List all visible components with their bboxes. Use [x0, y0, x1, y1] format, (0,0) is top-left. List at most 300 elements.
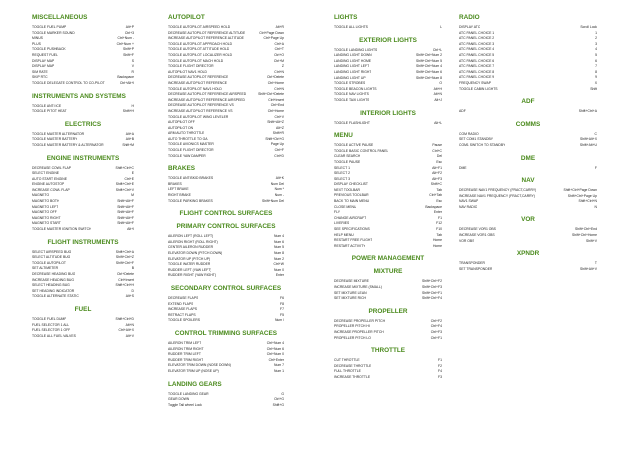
key-binding: Shift+Alt+F	[117, 199, 134, 204]
action-label: CUT THROTTLE	[334, 358, 360, 363]
action-label: INCREASE NAV1 FREQUENCY (FRACT,CARRY)	[459, 193, 535, 198]
action-label: SET COM1 STANDBY	[459, 137, 493, 142]
action-label: ATC PANEL CHOICE 6	[459, 58, 495, 63]
key-binding: Page Up	[270, 142, 284, 147]
key-binding: Ctrl+Page Up	[263, 36, 284, 41]
action-label: EXTEND FLAPS	[168, 301, 194, 306]
key-binding: F1	[438, 215, 442, 220]
section-title: EXTERIOR LIGHTS	[359, 36, 417, 44]
key-binding: Alt+N	[125, 322, 134, 327]
action-label: ELEVATOR DOWN (PITCH DOWN)	[168, 251, 223, 255]
key-binding: Ctrl+G	[274, 397, 284, 402]
key-binding: 5	[595, 52, 597, 57]
section-title: SECONDARY CONTROL SURFACES	[170, 284, 282, 292]
section-title: POWER MANAGEMENT	[351, 255, 425, 263]
key-binding: 9	[595, 75, 597, 80]
key-binding: Home	[432, 243, 442, 248]
shortcut-row	[32, 227, 134, 233]
key-binding: Ctrl+F	[274, 148, 284, 153]
action-label: LANDING LIGHT UP	[334, 75, 366, 80]
key-binding: 6	[595, 58, 597, 63]
key-binding: Shift+G	[272, 402, 284, 407]
action-label: DECREASE COWL FLAP	[32, 165, 72, 170]
action-label: CENTER AILERON RUDDER	[168, 245, 214, 250]
action-label: AILERON RIGHT (ROLL RIGHT)	[168, 239, 218, 244]
key-binding: Alt+F3	[432, 176, 442, 181]
key-binding: Shift+Ctrl+F3	[422, 285, 442, 289]
action-label: TOGGLE ANTI ICE	[32, 103, 62, 108]
key-binding: Pause	[432, 143, 442, 148]
action-label: TRANSPONDER	[459, 261, 485, 266]
key-binding: Alt+K	[275, 176, 284, 181]
key-binding: Shift+Ctrl+F	[115, 260, 134, 265]
action-label: TOGGLE WATER RUDDER	[168, 262, 211, 267]
action-label: FLY	[334, 210, 340, 215]
action-label: DISPLAY MAP	[32, 64, 55, 69]
key-binding: Num /	[274, 318, 284, 323]
action-label: MAGNETO START	[32, 221, 61, 226]
key-binding: Shift+Alt+Z	[267, 120, 284, 125]
action-label: INCREASE AUTOPILOT REFERENCE AIRSPEED	[168, 97, 245, 102]
shortcut-row	[334, 25, 442, 31]
action-label: SELECT ENGINE	[32, 171, 60, 176]
action-label: TOGGLE AUTOPILOT	[32, 260, 66, 265]
action-label: SELECT HEADING BUG	[32, 283, 70, 288]
action-label: LANDING LIGHT RIGHT	[334, 69, 372, 74]
key-binding: Shift+Ctrl+N	[578, 199, 597, 204]
key-binding: Num 0	[274, 267, 284, 272]
key-binding: Esc	[436, 199, 442, 204]
key-binding: B	[131, 266, 134, 271]
key-binding: Num 4	[274, 234, 284, 239]
key-binding: Num -	[274, 193, 284, 198]
action-label: NAV RADIO	[459, 204, 478, 209]
key-binding: Num 5	[274, 245, 284, 250]
action-label: ARM AUTO THROTTLE	[168, 131, 205, 136]
section-title: FUEL	[74, 305, 92, 313]
action-label: CHANGE AIRCRAFT	[334, 215, 367, 220]
key-binding: E	[131, 171, 134, 176]
action-label: INCREASE COWL FLAP	[32, 187, 70, 192]
column-2	[168, 8, 284, 408]
action-label: TOGGLE MARKER SOUND	[32, 30, 75, 35]
action-label: TOGGLE PUSHBACK	[32, 47, 66, 52]
key-binding: Ctrl+T	[274, 47, 284, 52]
action-label: INCREASE AUTOPILOT REFERENCE VS	[168, 108, 233, 113]
key-binding: F10	[436, 227, 442, 232]
shortcut-row	[32, 109, 134, 115]
action-label: SEE SPECIFICATIONS	[334, 227, 370, 232]
key-binding: Ctrl+Num 6	[266, 346, 284, 351]
action-label: RUDDER LEFT (YAW LEFT)	[168, 267, 212, 272]
key-binding: Enter	[433, 210, 442, 215]
action-label: PROPELLER PITCH LO	[334, 335, 371, 340]
key-binding: Shift+H	[122, 109, 134, 114]
action-label: DECREASE AUTOPILOT REFERENCE VS	[168, 103, 234, 108]
key-binding: Shift+Ctrl+Num 5	[415, 58, 442, 63]
action-label: TOGGLE AUTOPILOT LOCALIZER HOLD	[168, 52, 233, 57]
shortcut-row	[459, 166, 597, 172]
key-binding: Ctrl+F3	[430, 329, 442, 334]
action-label: TOGGLE NAV LIGHTS	[334, 92, 369, 97]
action-label: SELECT ALTITUDE BUG	[32, 255, 71, 260]
key-binding: Ctrl+Alt+X	[118, 328, 134, 333]
action-label: SIM RATE	[32, 69, 48, 74]
key-binding: Shift+Ctrl+C	[115, 165, 134, 170]
action-label: TOGGLE ALTERNATE STATIC	[32, 294, 79, 299]
key-binding: Shift+Ctrl+Num 6	[415, 69, 442, 74]
action-label: TOGGLE MASTER IGNITION SWITCH	[32, 227, 92, 232]
key-binding: Shift+Num Del	[262, 198, 284, 203]
key-binding: X	[594, 80, 597, 85]
key-binding: F4	[438, 369, 442, 374]
key-binding: Alt+I	[127, 227, 134, 232]
key-binding: Shift+C	[430, 182, 442, 187]
column-1	[32, 8, 134, 339]
key-binding: Alt+B	[125, 137, 134, 142]
section-title: INTERIOR LIGHTS	[360, 109, 416, 117]
action-label: INCREASE THROTTLE	[334, 374, 371, 379]
key-binding: Shift+Alt+F	[117, 204, 134, 209]
action-label: DECREASE PROPELLER PITCH	[334, 318, 386, 323]
action-label: RUDDER RIGHT (YAW RIGHT)	[168, 273, 216, 278]
action-label: ELEVATOR TRIM DOWN (NOSE DOWN)	[168, 363, 231, 368]
action-label: DISPLAY MAP	[32, 58, 55, 63]
shortcut-row	[459, 267, 597, 273]
key-binding: Shift+Alt+U	[579, 142, 597, 147]
action-label: TOGGLE MASTER ALTERNATOR	[32, 131, 85, 136]
action-label: BRAKES	[168, 181, 182, 186]
key-binding: L	[440, 25, 442, 29]
key-binding: Shift+Ctrl+Home	[571, 233, 597, 238]
key-binding: Alt+F1	[432, 165, 442, 170]
action-label: ELEVATOR TRIM UP (NOSE UP)	[168, 368, 219, 373]
section-title: BRAKES	[168, 165, 195, 173]
action-label: SELECT 2	[334, 171, 350, 176]
action-label: HELP MENU	[334, 232, 354, 237]
key-binding: M	[131, 193, 134, 198]
shortcut-row	[459, 109, 597, 115]
shortcut-row	[459, 194, 597, 200]
action-label: LANDING LIGHT HOME	[334, 58, 372, 63]
shortcut-row	[168, 154, 284, 160]
key-binding: Shift+Ctrl+F2	[422, 279, 442, 284]
action-label: DECREASE AUTOPILOT REFERENCE	[168, 75, 229, 80]
key-binding: Ctrl+Num -	[117, 36, 134, 41]
action-label: MINUS	[32, 36, 43, 41]
action-label: LIVERIES	[334, 221, 350, 226]
action-label: TOGGLE ALL LIGHTS	[334, 25, 368, 29]
action-label: TOGGLE FUEL DUMP	[32, 316, 67, 321]
shortcut-row	[32, 143, 134, 149]
key-binding: Shift+Ctrl+F4	[422, 296, 442, 301]
action-label: DME	[459, 165, 467, 170]
key-binding: Alt+S	[125, 294, 134, 299]
key-binding: R	[131, 69, 134, 74]
action-label: ELEVATOR UP (PITCH UP)	[168, 256, 211, 261]
key-binding: Shift+Alt+F	[117, 210, 134, 215]
key-binding: Ctrl+Enter	[268, 357, 284, 362]
action-label: TOGGLE ANTISKID BRAKES	[168, 176, 214, 181]
action-label: TOGGLE TAXI LIGHTS	[334, 97, 370, 102]
key-binding: Ctrl+Home	[267, 80, 284, 85]
key-binding: Ctrl+O	[274, 52, 284, 57]
key-binding: Ctrl+E	[124, 176, 134, 181]
key-binding: Enter	[275, 273, 284, 278]
key-binding: Ctrl+V	[274, 114, 284, 119]
action-label: TOGGLE FUEL PUMP	[32, 25, 67, 29]
action-label: Toggle Tail wheel Lock	[168, 402, 202, 407]
action-label: VOR OBS	[459, 238, 475, 243]
action-label: TOGGLE PITOT HEAT	[32, 109, 67, 114]
shortcut-row	[334, 336, 442, 342]
action-label: MAGNETO RIGHT	[32, 215, 61, 220]
action-label: TOGGLE BEACON LIGHTS	[334, 86, 377, 91]
key-binding: Shift+Ctrl+Page Up	[567, 193, 597, 198]
action-label: SKIP RTC	[32, 75, 48, 80]
action-label: ATC PANEL CHOICE 9	[459, 75, 495, 80]
section-title: LANDING GEARS	[168, 380, 222, 388]
key-binding: Num Del	[270, 181, 284, 186]
key-binding: Shift+Ctrl+D	[115, 316, 134, 321]
key-binding: Num 7	[274, 363, 284, 368]
section-title: VOR	[521, 216, 535, 224]
section-title: ELECTRICS	[64, 120, 102, 128]
action-label: COM1 SWITCH TO STANDBY	[459, 142, 506, 147]
key-binding: D	[131, 288, 134, 293]
key-binding: Home	[432, 238, 442, 243]
shortcut-row	[334, 375, 442, 381]
key-binding: Alt+F2	[432, 171, 442, 176]
action-label: DECREASE FLAPS	[168, 295, 199, 300]
key-binding: Ctrl+M	[273, 58, 284, 63]
shortcut-row	[459, 143, 597, 149]
key-binding: Shift+Alt+F	[117, 215, 134, 220]
action-label: DECREASE VOR1 OBS	[459, 227, 496, 232]
shortcut-row	[334, 244, 442, 250]
key-binding: Shift+Ctrl+V	[115, 187, 134, 192]
shortcut-row	[32, 294, 134, 300]
action-label: TOGGLE MASTER BATTERY	[32, 137, 78, 142]
action-label: FREQUENCY SWAP	[459, 80, 492, 85]
key-binding: Ctrl+End	[270, 103, 284, 108]
shortcut-row	[459, 205, 597, 211]
key-binding: Ctrl+C	[432, 148, 442, 153]
action-label: TOGGLE PARKING BRAKES	[168, 198, 213, 203]
key-binding: Shift+Ctrl+E	[115, 182, 134, 187]
action-label: CLOSE MENU	[334, 204, 357, 209]
key-binding: F1	[438, 358, 442, 363]
key-binding: S	[131, 58, 134, 63]
action-label: DECREASE AUTOPILOT REFERENCE AIRSPEED	[168, 92, 247, 97]
action-label: TOGGLE AUTOPILOT APPROACH HOLD	[168, 41, 233, 46]
action-label: FUEL SELECTOR 1 OFF	[32, 328, 71, 333]
action-label: AILERON TRIM LEFT	[168, 340, 202, 345]
section-title: LIGHTS	[334, 14, 358, 21]
key-binding: C	[594, 131, 597, 136]
key-binding: Backspace	[425, 204, 442, 209]
action-label: ENGINE AUTOSTOP	[32, 182, 65, 187]
key-binding: Alt+V	[125, 333, 134, 338]
key-binding: Shift+R	[272, 131, 284, 136]
action-label: TOGGLE STROBES	[334, 81, 366, 86]
section-title: PRIMARY CONTROL SURFACES	[176, 223, 276, 231]
section-title: FLIGHT INSTRUMENTS	[47, 238, 119, 246]
key-binding: Ctrl+N	[274, 86, 284, 91]
action-label: SET HEADING INDICATOR	[32, 288, 75, 293]
key-binding: Alt+H	[433, 86, 442, 91]
shortcut-row	[459, 87, 597, 93]
key-binding: 1	[595, 30, 597, 35]
key-binding: N	[594, 204, 597, 209]
key-binding: Shift	[590, 86, 597, 91]
action-label: DECREASE HEADING BUG	[32, 272, 76, 276]
key-binding: Tab	[436, 187, 442, 192]
action-label: DECREASE THROTTLE	[334, 363, 372, 368]
section-title: XPNDR	[516, 250, 540, 258]
action-label: MAGNETO BOTH	[32, 199, 60, 204]
action-label: TOGGLE ACTIVE PAUSE	[334, 143, 374, 148]
section-title: ADF	[521, 98, 535, 106]
key-binding: G	[281, 391, 284, 396]
action-label: TOGGLE AVIONICS MASTER	[168, 142, 214, 147]
key-binding: Shift+Ctrl+Num 2	[415, 53, 442, 58]
key-binding: Shift+Alt+X	[580, 137, 597, 142]
action-label: INCREASE MIXTURE (SMALL)	[334, 285, 382, 289]
shortcut-row	[168, 403, 284, 409]
key-binding: Alt+J	[434, 97, 442, 102]
shortcut-row	[168, 318, 284, 324]
key-binding: Tab	[436, 232, 442, 237]
key-binding: Ctrl+Home	[267, 108, 284, 113]
action-label: LANDING LIGHT LEFT	[334, 64, 370, 69]
key-binding: F3	[438, 374, 442, 379]
action-label: RESTART ACTIVITY	[334, 243, 366, 248]
action-label: INCREASE FLAPS	[168, 307, 198, 312]
section-title: INSTRUMENTS AND SYSTEMS	[32, 92, 126, 100]
key-binding: Shift+Alt+F	[117, 221, 134, 226]
section-title: MISCELLANEOUS	[32, 14, 88, 21]
key-binding: Num 8	[274, 251, 284, 255]
action-label: TOGGLE FLASHLIGHT	[334, 120, 370, 125]
key-binding: F8	[280, 301, 284, 306]
action-label: SET ALTIMETER	[32, 266, 59, 271]
action-label: AUTO THROTTLE TO GA	[168, 136, 208, 141]
key-binding: Ctrl+3	[124, 30, 134, 35]
key-binding: F2	[438, 363, 442, 368]
key-binding: Alt+L	[434, 120, 442, 125]
action-label: ATC PANEL CHOICE 1	[459, 30, 495, 35]
key-binding: Shift+Ctrl+A	[115, 249, 134, 254]
key-binding: F12	[436, 221, 442, 226]
section-title: FLIGHT CONTROL SURFACES	[179, 210, 273, 218]
key-binding: Ctrl+Tab	[429, 193, 442, 198]
key-binding: F	[594, 165, 597, 170]
key-binding: Ctrl+A	[274, 41, 284, 46]
key-binding: 8	[595, 69, 597, 74]
action-label: SET MIXTURE LEAN	[334, 290, 367, 295]
key-binding: Ctrl+F2	[430, 318, 442, 323]
shortcut-row	[168, 273, 284, 279]
action-label: SET TRANSPONDER	[459, 266, 493, 271]
key-binding: Ctrl+Alt+I	[119, 80, 134, 85]
action-label: RETRACT FLAPS	[168, 312, 196, 317]
column-3	[334, 8, 442, 381]
action-label: AUTOPILOT NAV1 HOLD	[168, 69, 208, 74]
shortcut-row	[334, 121, 442, 127]
key-binding: Shift+Ctrl+G	[265, 136, 284, 141]
key-binding: Ctrl+Insert	[118, 277, 134, 282]
action-label: NAV1 SWAP	[459, 199, 479, 204]
key-binding: Ctrl+Num +	[116, 41, 134, 46]
key-binding: Backspace	[117, 75, 134, 80]
key-binding: Ctrl+Num 4	[266, 340, 284, 345]
action-label: RUDDER TRIM LEFT	[168, 352, 201, 357]
action-label: BACK TO MAIN MENU	[334, 199, 370, 204]
section-title: NAV	[521, 177, 535, 185]
action-label: SET MIXTURE RICH	[334, 296, 366, 301]
key-binding: Ctrl+W	[273, 262, 284, 267]
action-label: SELECT 3	[334, 176, 350, 181]
action-label: RESTART FREE FLIGHT	[334, 238, 373, 243]
action-label: DECREASE MIXTURE	[334, 279, 369, 284]
section-title: CONTROL TRIMMING SURFACES	[174, 329, 278, 337]
key-binding: Shift+Ctrl+Page Down	[563, 188, 597, 193]
action-label: PROPELLER PITCH HI	[334, 324, 370, 329]
action-label: TOGGLE AUTOPILOT ATTITUDE HOLD	[168, 47, 230, 52]
key-binding: Shift+Ctrl+Z	[115, 255, 134, 260]
key-binding: Shift+Ctrl+End	[574, 227, 597, 232]
key-binding: Alt+Z	[275, 125, 284, 130]
section-title: DME	[520, 154, 536, 162]
action-label: TOGGLE YAW DAMPER	[168, 153, 206, 158]
action-label: TOGGLE FLIGHT DIRECTOR	[168, 64, 214, 69]
key-binding: Esc	[436, 159, 442, 164]
key-binding: Shift+Ctrl+A	[578, 109, 597, 114]
key-binding: Ctrl+F1	[430, 335, 442, 340]
key-binding: 7	[595, 64, 597, 69]
action-label: TOGGLE MASTER BATTERY & ALTERNATOR	[32, 142, 104, 147]
shortcut-row	[168, 369, 284, 375]
action-label: PLUS	[32, 41, 41, 46]
action-label: RIGHT BRAKE	[168, 193, 191, 198]
shortcut-row	[459, 239, 597, 245]
action-label: INCREASE AUTOPILOT REFERENCE ALTITUDE	[168, 36, 244, 41]
action-label: REQUEST FUEL	[32, 52, 58, 57]
key-binding: Ctrl+Delete	[116, 272, 134, 276]
section-title: PROPELLER	[368, 307, 408, 315]
action-label: ADF	[459, 109, 466, 114]
action-label: FUEL SELECTOR 1 ALL	[32, 322, 70, 327]
key-binding: Shift+P	[122, 47, 134, 52]
shortcut-row	[32, 334, 134, 340]
action-label: TOGGLE LANDING LIGHTS	[334, 47, 378, 52]
key-binding: Num 2	[274, 256, 284, 261]
action-label: NEXT TOOLBAR	[334, 187, 361, 192]
action-label: SELECT 1	[334, 165, 350, 170]
key-binding: F6	[280, 295, 284, 300]
key-binding: Shift+Ctrl+F1	[422, 290, 442, 295]
key-binding: Z	[281, 64, 284, 69]
section-title: MENU	[334, 132, 353, 140]
key-binding: F5	[280, 312, 284, 317]
action-label: ATC PANEL CHOICE 7	[459, 64, 495, 69]
key-binding: Ctrl+Num 0	[266, 352, 284, 357]
key-binding: Shift+M	[122, 142, 134, 147]
action-label: DECREASE NAV1 FREQUENCY (FRACT,CARRY)	[459, 188, 537, 193]
action-label: GEAR DOWN	[168, 397, 190, 402]
key-binding: T	[594, 261, 597, 266]
